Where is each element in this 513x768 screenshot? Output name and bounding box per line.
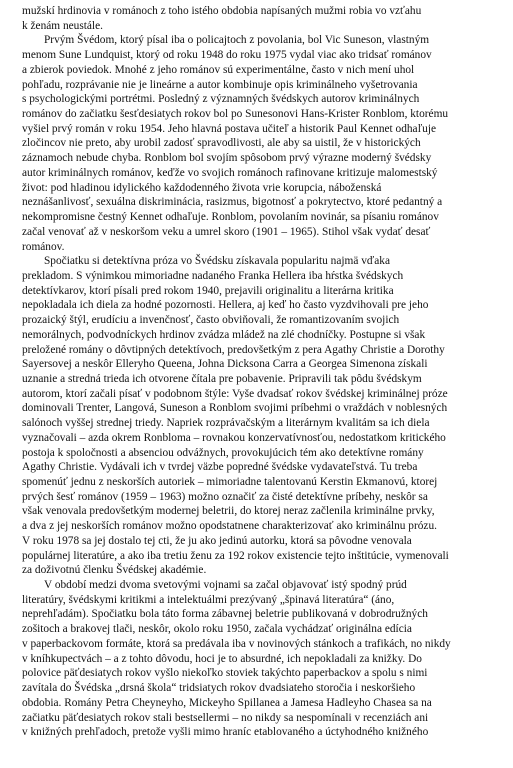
text-line: za doživotnú členku Švédskej akadémie. bbox=[22, 564, 207, 577]
text-line: a dva z jej neskorších románov možno opodstatnene charakterizovať ako kriminálnu prózu. bbox=[22, 520, 437, 533]
text-line: Spočiatku si detektívna próza vo Švédsku získavala popularitu najmä vďaka bbox=[44, 255, 390, 268]
text-line: spomenúť jednu z neskorších autoriek – mimoriadne talentovanú Kerstin Ekmanovú, ktorej bbox=[22, 476, 438, 488]
text-line: k ženám neustále. bbox=[22, 19, 103, 32]
text-line: menom Sune Lundquist, ktorý od roku 1948 do roku 1975 vydal viac ako tridsať románov bbox=[22, 49, 432, 62]
text-line: salónoch vyššej strednej triedy. Napriek rozprávačským a literárnym kvalitám sa ich diela bbox=[22, 417, 430, 430]
paragraph bbox=[22, 578, 501, 740]
text-line: začiatku päťdesiatych rokov stali bestsellermi – no nikdy sa nespomínali v recenziách ani bbox=[22, 711, 429, 724]
text-line: Agathy Christie. Vydávali ich v tvrdej väzbe popredné švédske vydavateľstvá. Tu treba bbox=[22, 461, 418, 474]
text-line: postoja k spoločnosti a absenciou odvážnych, provokujúcich tém ako detektívne romány bbox=[22, 446, 424, 459]
text-line: mužskí hrdinovia v románoch z toho istého obdobia napísaných mužmi robia vo vzťahu bbox=[22, 5, 422, 17]
text-line: nepokladala ich diela za hodné pozornosti. Hellera, aj keď ho často vyzdvihovali pre jeho bbox=[22, 299, 429, 312]
text-line: uznanie a stredná trieda ich otvorene čítala pre pobavenie. Pripravili tak pôdu švédskym bbox=[22, 372, 422, 385]
text-line: dominovali Trenter, Langová, Suneson a Ronblom svojimi príbehmi o vraždách v noblesných bbox=[22, 402, 448, 415]
text-line: zločincov nie preto, aby urobil zadosť spravodlivosti, ale aby sa uistil, že v historických bbox=[22, 137, 421, 150]
text-line: prozaický štýl, erudíciu a invenčnosť, často obviňovali, že romantizovaním svojich bbox=[22, 314, 400, 327]
text-line: zošitoch a brakovej tlači, neskôr, okolo roku 1950, začala vychádzať originálna edícia bbox=[22, 623, 412, 636]
text-line: Sayersovej a neskôr Elleryho Queena, Johna Dicksona Carra a Georgea Simenona získali bbox=[22, 358, 428, 371]
text-line: Prvým Švédom, ktorý písal iba o policajtoch z povolania, bol Vic Suneson, vlastným bbox=[44, 34, 430, 47]
text-line: pohľadu, rozprávanie nie je lineárne a autor kombinuje opis kriminálneho vyšetrovania bbox=[22, 78, 418, 91]
text-line: nemorálnych, podvodníckych hrdinov zvádza mládež na zlé chodníčky. Postupne si však bbox=[22, 328, 426, 341]
text-line: začal venovať až v neskoršom veku a umrel skoro (1901 – 1965). Stihol však vydať desať bbox=[22, 225, 431, 238]
text-line: V období medzi dvoma svetovými vojnami sa začal objavovať istý spodný prúd bbox=[44, 579, 407, 592]
text-line: vyšiel prvý román v roku 1954. Jeho hlavná postava učiteľ a historik Paul Kennet odhaľuje bbox=[22, 122, 437, 135]
text-line: v kníhkupectvách – a z tohto dôvodu, hoci je to absurdné, ich nepokladali za knižky. Do bbox=[22, 652, 422, 665]
text-line: nekompromisne čestný Kennet odhaľuje. Ronblom, povolaním novinár, sa písaniu románov bbox=[22, 211, 439, 224]
text-line: však venovala predovšetkým modernej beletrii, do ktorej neraz začlenila kriminálne prvky, bbox=[22, 505, 435, 518]
text-line: život: pod hladinou idylického každodenného života vrie korupcia, náboženská bbox=[22, 181, 382, 194]
text-line: v knižných prehľadoch, pretože vyšli mimo hraníc etablovaného a úctyhodného knižného bbox=[22, 726, 429, 739]
text-line: prvých šesť románov (1959 – 1963) možno označiť za čisté detektívne príbehy, neskôr sa bbox=[22, 490, 428, 503]
paragraph bbox=[22, 33, 501, 254]
text-line: neznášanlivosť, sexuálna diskriminácia, rasizmus, bigotnosť a pokrytectvo, ktoré pedantný a bbox=[22, 196, 443, 209]
text-line: románov. bbox=[22, 240, 65, 253]
text-line: prekladom. S výnimkou mimoriadne nadaného Franka Hellera iba hŕstka švédskych bbox=[22, 269, 404, 282]
text-line: a zbierok poviedok. Mnohé z jeho románov sú experimentálne, často v nich mení uhol bbox=[22, 63, 415, 76]
text-line: neprehľadám). Spočiatku bola táto forma zábavnej beletrie publikovaná v dobrodružných bbox=[22, 608, 428, 621]
text-line: V roku 1978 sa jej dostalo tej cti, že ju ako jedinú autorku, ktorá sa pôvodne venovala bbox=[22, 534, 412, 547]
text-line: záznamoch nebude chyba. Ronblom bol svojím spôsobom prvý výrazne moderný švédsky bbox=[22, 152, 432, 165]
text-line: detektívkarov, ktorí písali pred rokom 1940, prejavili originalitu a literárna kritika bbox=[22, 284, 394, 297]
text-line: zavítala do Švédska „drsná škola“ tridsiatych rokov dvadsiateho storočia i neskoršieho bbox=[22, 682, 416, 695]
text-line: autor kriminálnych románov, keďže vo svojich románoch rafinovane kritizuje malomestský bbox=[22, 166, 438, 179]
paragraph bbox=[22, 4, 501, 33]
text-line: vyznačovali – azda okrem Ronbloma – rovnakou konzervatívnosťou, nedostatkom kritického bbox=[22, 431, 446, 444]
text-line: s psychologickými portrétmi. Posledný z významných švédskych autorov kriminálnych bbox=[22, 93, 420, 106]
text-line: preložené romány o dôvtipných detektívoch, predovšetkým z pera Agathy Christie a Dorothy bbox=[22, 343, 445, 356]
text-line: autorom, ktorí začali písať v podobnom štýle: Vyše dvadsať rokov švédskej kriminálnej próze bbox=[22, 387, 448, 400]
paragraph bbox=[22, 254, 501, 578]
text-line: literatúry, švédskymi kritikmi a intelektuálmi prezývaný „špinavá literatúra“ (áno, bbox=[22, 593, 395, 606]
text-line: polovice päťdesiatych rokov vyšlo niekoľko stoviek takýchto paperbackov a spolu s nimi bbox=[22, 667, 428, 680]
text-line: populárnej literatúre, a ako iba tretiu ženu za 192 rokov existencie tejto inštitúcie, vymenovali bbox=[22, 549, 449, 562]
text-line: v paperbackovom formáte, ktorá sa predávala iba v novinových stánkoch a trafikách, no nikdy bbox=[22, 637, 451, 650]
text-line: obdobia. Romány Petra Cheyneyho, Mickeyho Spillanea a Jamesa Hadleyho Chasea sa na bbox=[22, 696, 432, 709]
text-line: románov do začiatku šesťdesiatych rokov bol po Sunesonovi Hans-Krister Ronblom, ktorému bbox=[22, 108, 449, 121]
